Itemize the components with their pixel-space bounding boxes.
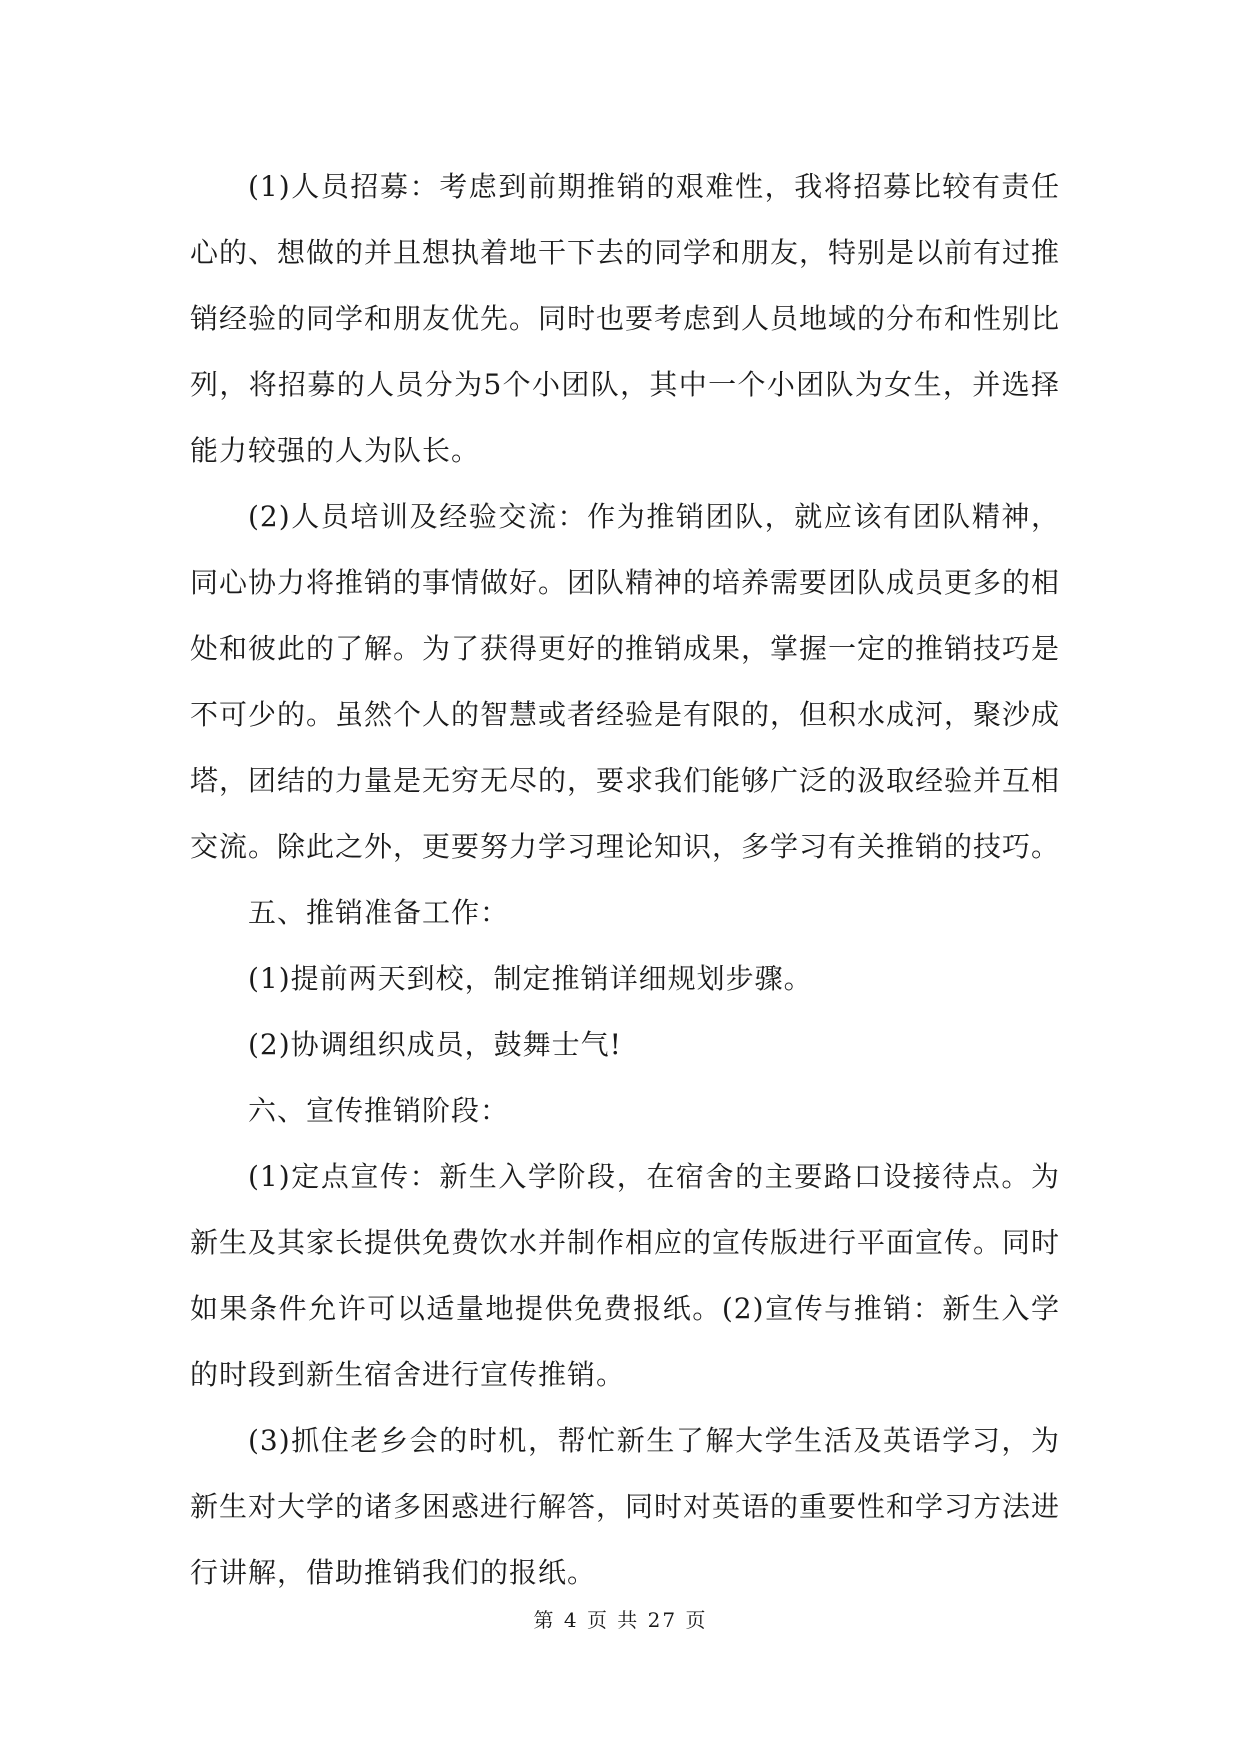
paragraph-training: (2)人员培训及经验交流：作为推销团队，就应该有团队精神，同心协力将推销的事情做好。团队精神的培养需要团队成员更多的相处和彼此的了解。为了获得更好的推销成果，掌握一定的推销技巧是不可少的。虽然个人的智慧或者经验是有限的，但积水成河，聚沙成塔，团结的力量是无穷无尽的，要求我们能够广泛的汲取经验并互相交流。除此之外，更要努力学习理论知识，多学习有关推销的技巧。: [190, 500, 1061, 863]
page-number-footer: 第 4 页 共 27 页: [533, 1608, 708, 1632]
section-heading-preparation: 五、推销准备工作：: [248, 896, 510, 929]
paragraph-coordinate-members: (2)协调组织成员，鼓舞士气!: [248, 1028, 622, 1061]
paragraph-fixed-point-promotion: (1)定点宣传：新生入学阶段，在宿舍的主要路口设接待点。为新生及其家长提供免费饮水并制作相应的宣传版进行平面宣传。同时如果条件允许可以适量地提供免费报纸。(2)宣传与推销：新生入学的时段到新生宿舍进行宣传推销。: [190, 1160, 1061, 1391]
document-body: [190, 154, 1060, 1606]
paragraph-recruitment: (1)人员招募：考虑到前期推销的艰难性，我将招募比较有责任心的、想做的并且想执着地干下去的同学和朋友，特别是以前有过推销经验的同学和朋友优先。同时也要考虑到人员地域的分布和性别比列，将招募的人员分为5个小团队，其中一个小团队为女生，并选择能力较强的人为队长。: [190, 170, 1061, 467]
paragraph-arrive-early: (1)提前两天到校，制定推销详细规划步骤。: [248, 962, 813, 995]
section-heading-promotion: 六、宣传推销阶段：: [248, 1094, 510, 1127]
paragraph-hometown-meeting: (3)抓住老乡会的时机，帮忙新生了解大学生活及英语学习，为新生对大学的诸多困惑进行解答，同时对英语的重要性和学习方法进行讲解，借助推销我们的报纸。: [190, 1424, 1061, 1589]
